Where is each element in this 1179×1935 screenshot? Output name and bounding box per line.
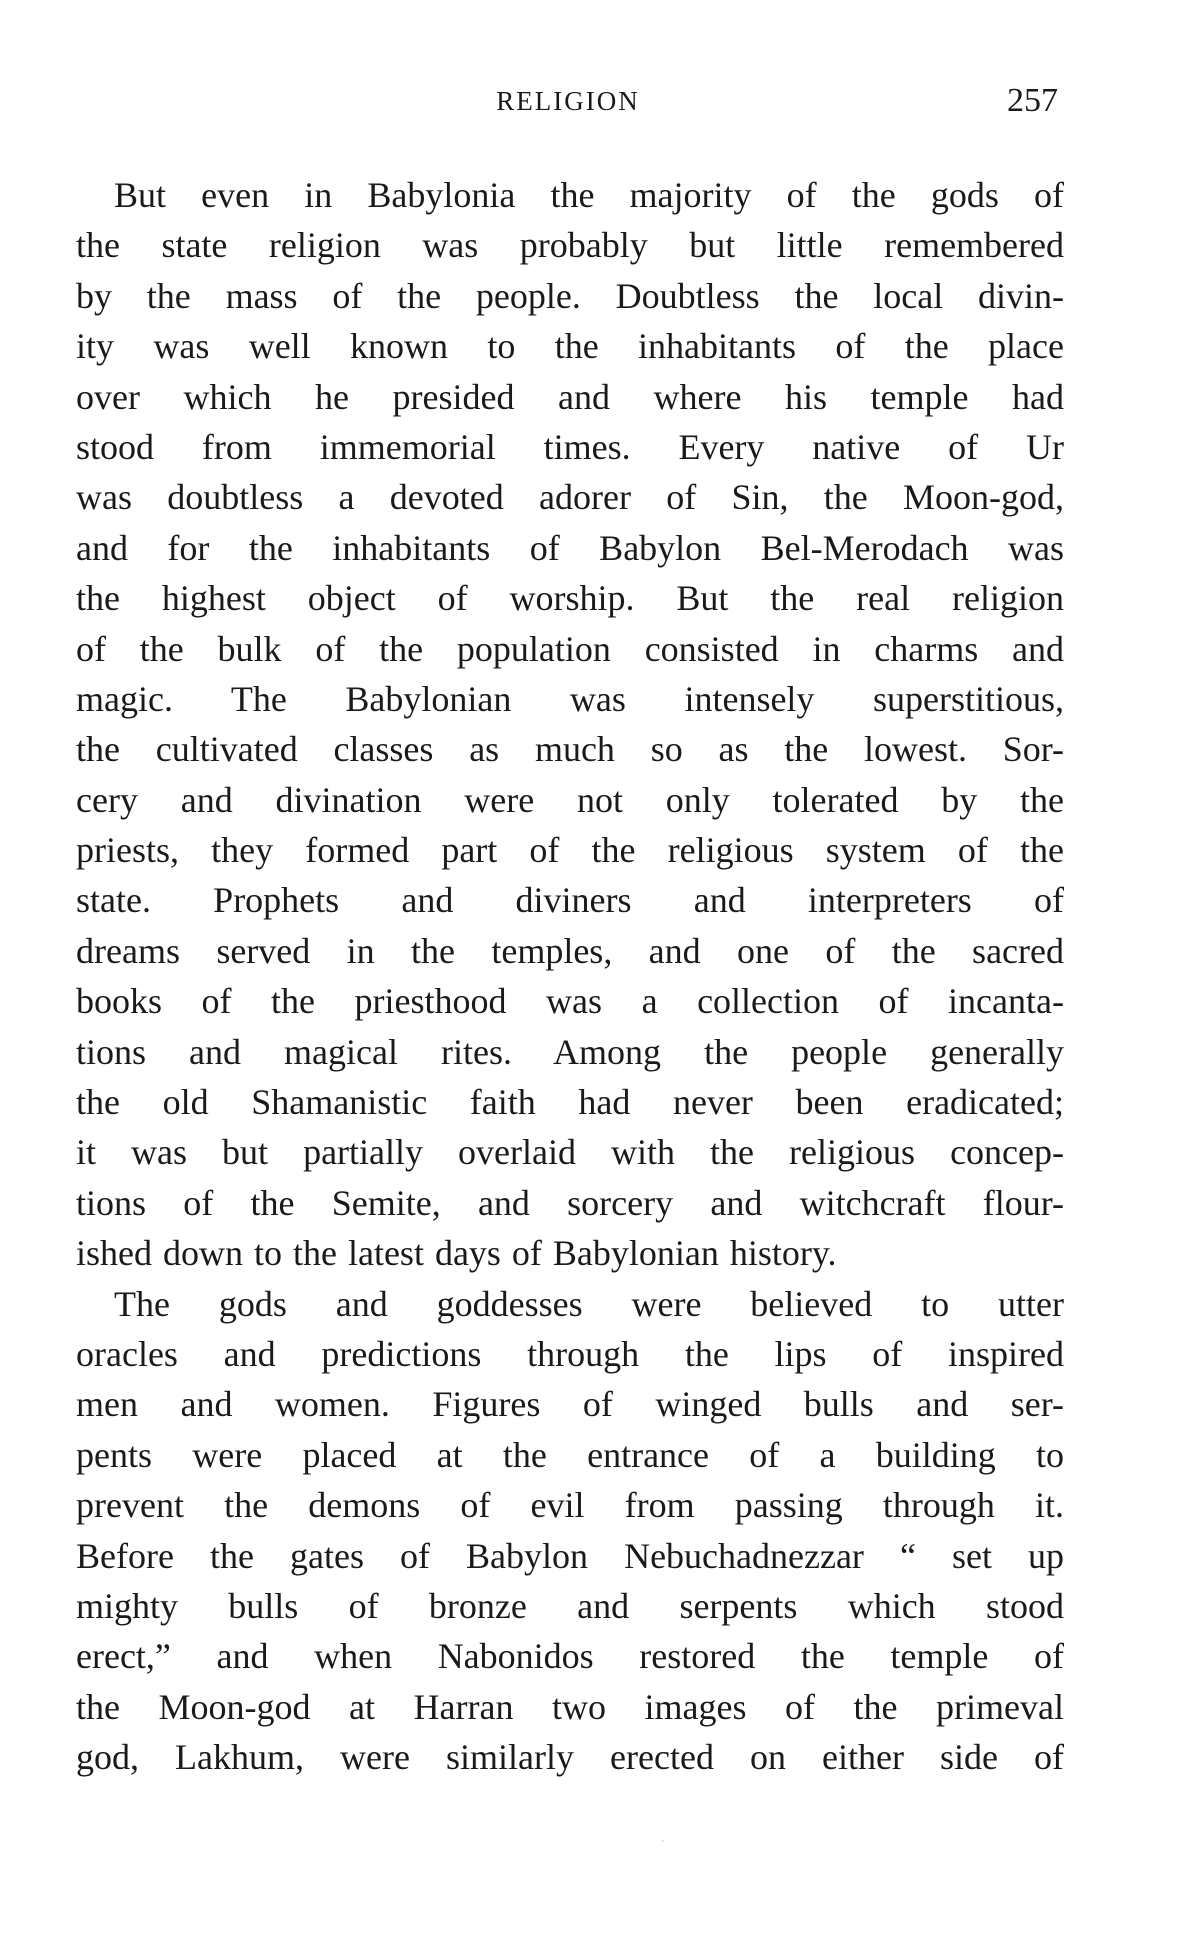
text-line: mighty bulls of bronze and serpents which stood [76, 1585, 1064, 1626]
page-number: 257 [1007, 82, 1058, 119]
text-line: ished down to the latest days of Babylonian history. [76, 1233, 837, 1274]
text-line: state. Prophets and diviners and interpreters of [76, 880, 1064, 921]
text-line: But even in Babylonia the majority of the gods of [114, 175, 1064, 215]
text-line: priests, they formed part of the religious system of the [76, 830, 1064, 871]
text-line: Before the gates of Babylon Nebuchadnezzar “ set up [76, 1535, 1064, 1576]
text-line: was doubtless a devoted adorer of Sin, the Moon-god, [76, 477, 1064, 518]
text-line: erect,” and when Nabonidos restored the temple of [76, 1636, 1064, 1677]
text-line: stood from immemorial times. Every native of Ur [76, 426, 1064, 467]
paragraph-1 [76, 170, 1064, 1279]
text-line: of the bulk of the population consisted in charms and [76, 628, 1064, 669]
text-line: the state religion was probably but little remembered [76, 225, 1064, 266]
text-line: ity was well known to the inhabitants of the place [76, 326, 1064, 367]
text-line: it was but partially overlaid with the religious concep- [76, 1132, 1064, 1173]
text-line: prevent the demons of evil from passing through it. [76, 1485, 1064, 1526]
text-line: tions of the Semite, and sorcery and witchcraft flour- [76, 1182, 1064, 1223]
text-line: dreams served in the temples, and one of the sacred [76, 930, 1064, 971]
text-line: books of the priesthood was a collection of incanta- [76, 981, 1064, 1022]
text-line: The gods and goddesses were believed to utter [114, 1283, 1064, 1324]
text-line: pents were placed at the entrance of a building to [76, 1434, 1064, 1475]
paragraph-2 [76, 1279, 1064, 1783]
text-line: and for the inhabitants of Babylon Bel-Merodach was [76, 527, 1064, 568]
text-line: the old Shamanistic faith had never been eradicated; [76, 1082, 1064, 1123]
text-line: the Moon-god at Harran two images of the primeval [76, 1686, 1064, 1727]
text-line: tions and magical rites. Among the people generally [76, 1031, 1064, 1072]
paper-speck [662, 1840, 664, 1842]
running-title: RELIGION [496, 86, 640, 116]
running-head [78, 82, 1058, 122]
text-line: men and women. Figures of winged bulls and ser- [76, 1384, 1064, 1425]
text-line: the cultivated classes as much so as the lowest. Sor- [76, 729, 1064, 770]
body-text [76, 170, 1064, 1783]
text-line: magic. The Babylonian was intensely superstitious, [76, 678, 1064, 719]
text-line: over which he presided and where his temple had [76, 376, 1064, 417]
text-line: oracles and predictions through the lips of inspired [76, 1333, 1064, 1374]
text-line: the highest object of worship. But the real religion [76, 578, 1064, 619]
text-line: by the mass of the people. Doubtless the local divin- [76, 275, 1064, 316]
text-line: cery and divination were not only tolerated by the [76, 779, 1064, 820]
text-line: god, Lakhum, were similarly erected on either side of [76, 1737, 1064, 1778]
